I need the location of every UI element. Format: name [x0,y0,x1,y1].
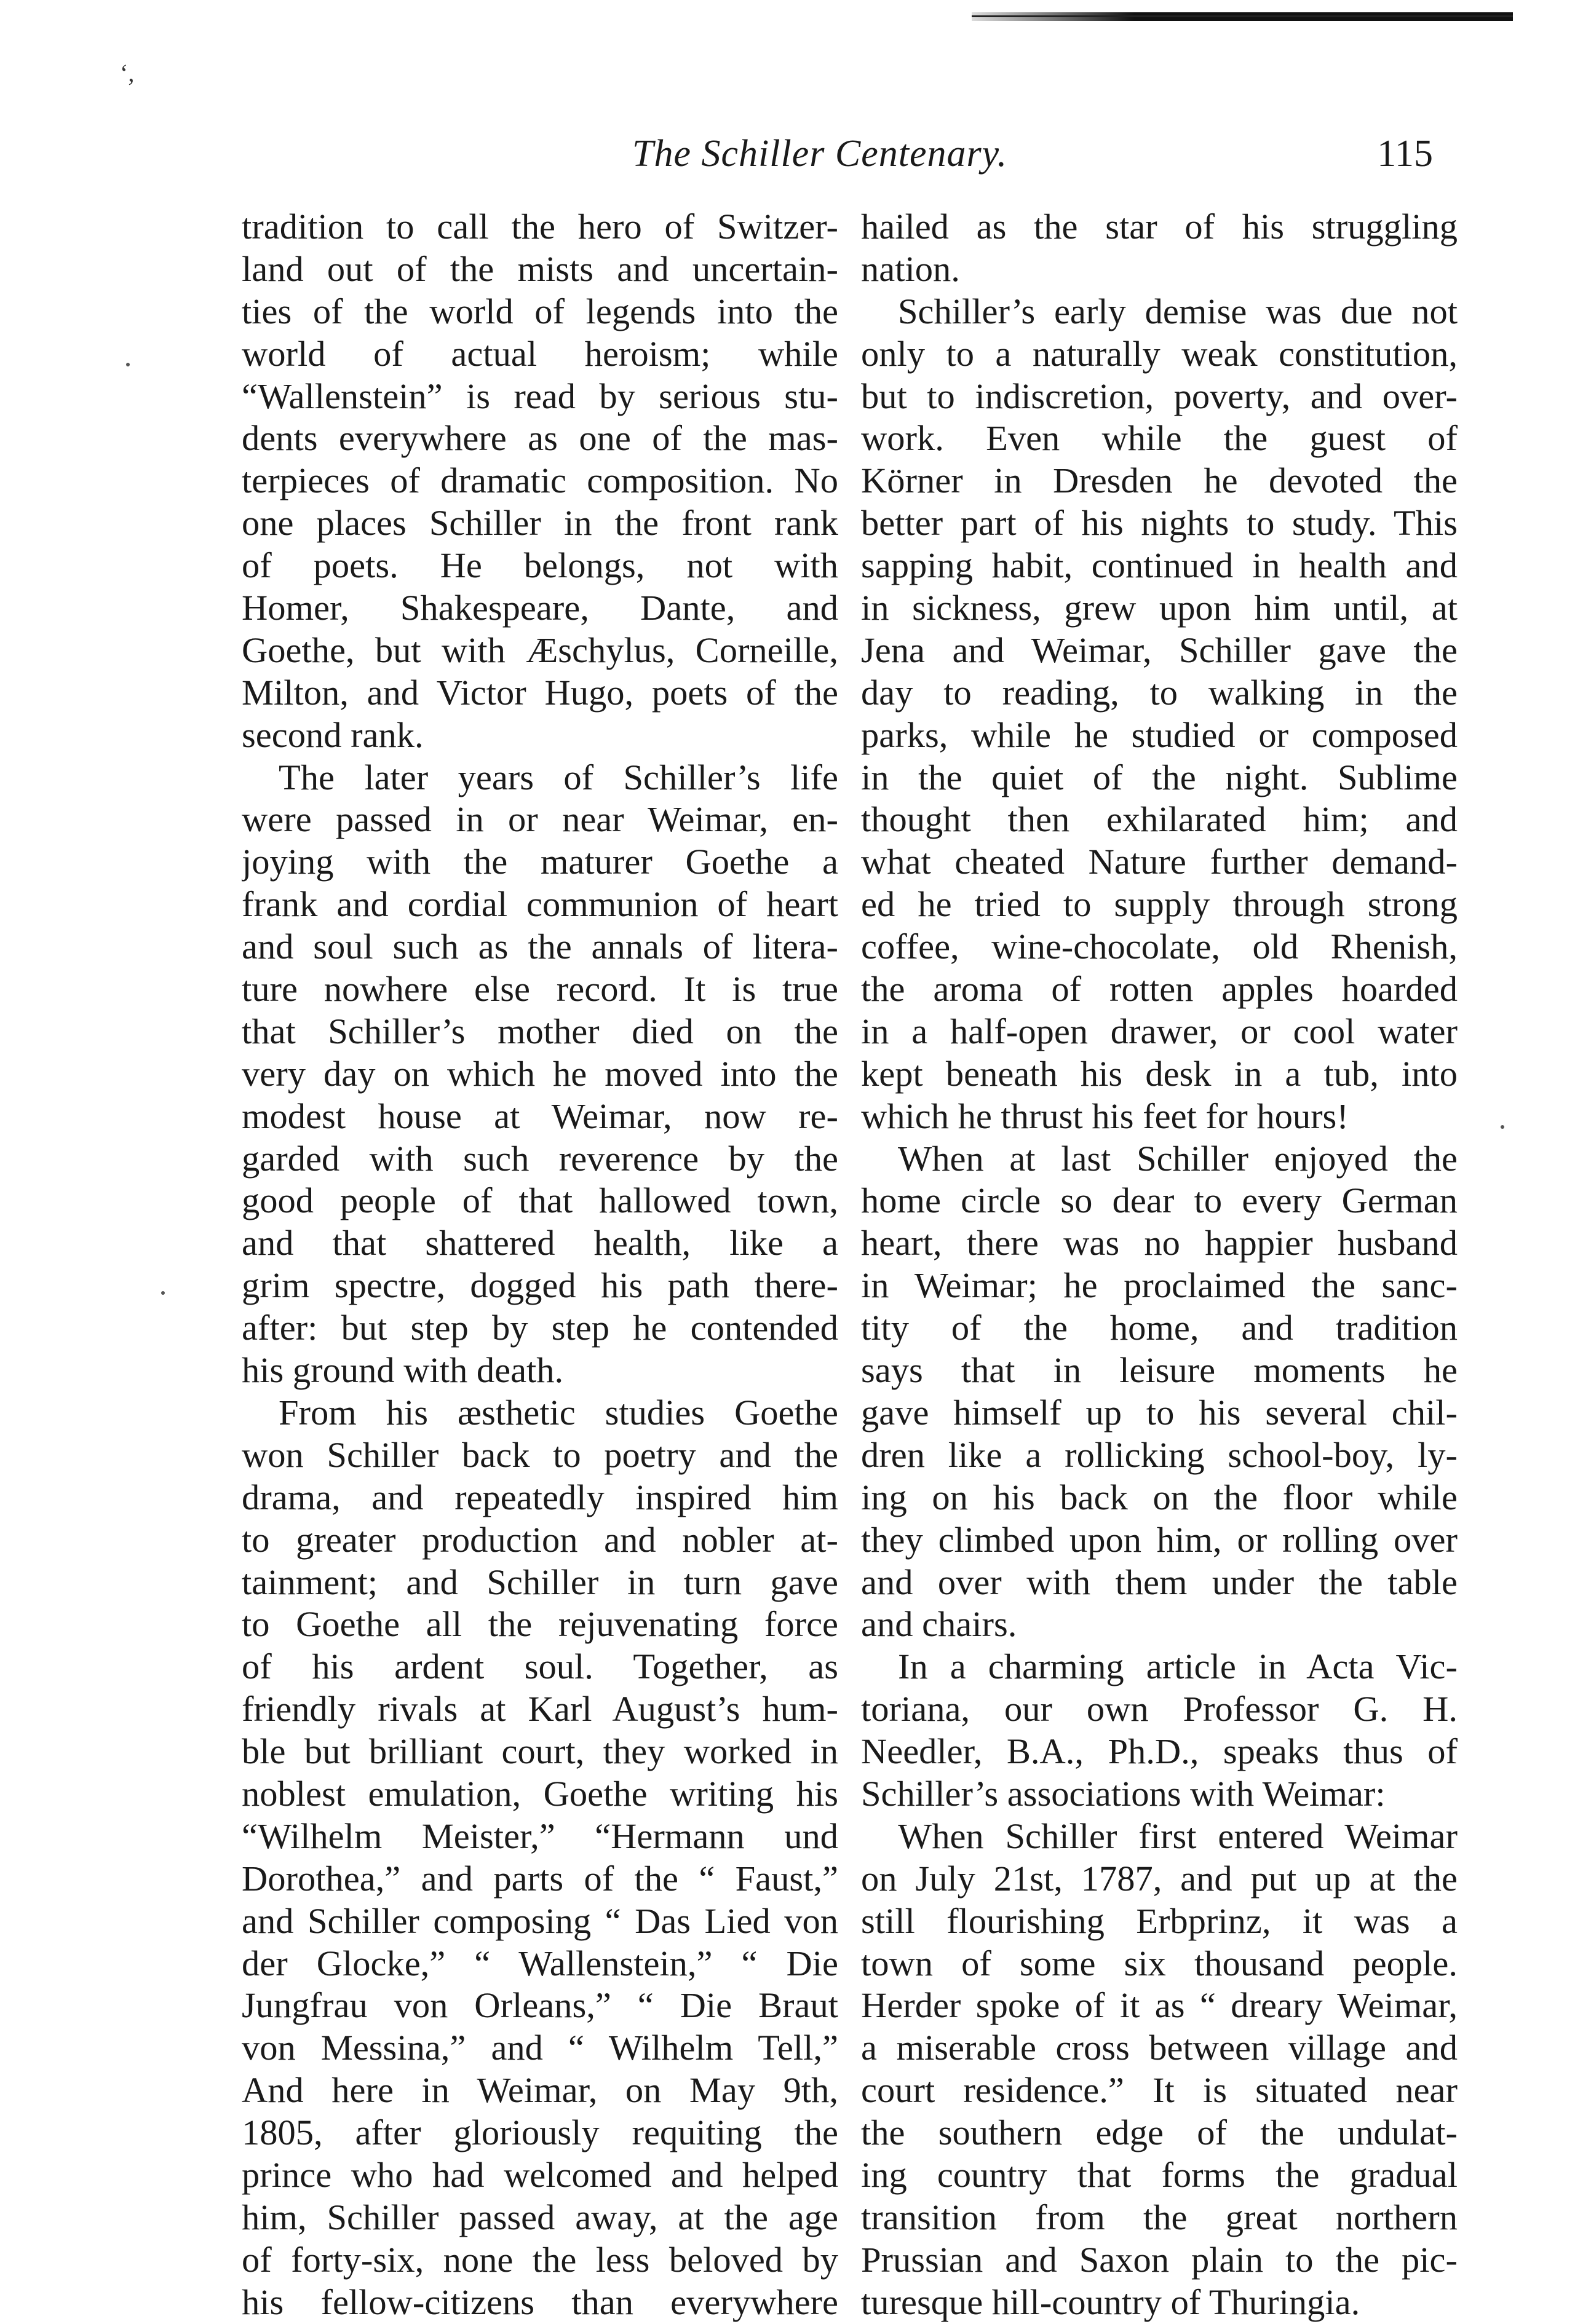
left-column-line: and Schiller composing “ Das Lied von [242,1900,838,1941]
left-column-line: friendly rivals at Karl August’s hum- [242,1689,838,1729]
right-column-line: ed he tried to supply through strong [861,884,1458,925]
page-number: 115 [1377,133,1433,175]
right-column-line: they climbed upon him, or rolling over [861,1519,1458,1560]
left-column-line: land out of the mists and uncertain- [242,248,838,289]
right-column-line: and chairs. [861,1604,1017,1645]
right-column-line: the southern edge of the undulat- [861,2113,1458,2153]
right-column-line: Herder spoke of it as “ dreary Weimar, [861,1985,1458,2026]
left-column-line: “Wallenstein” is read by serious stu- [242,376,838,416]
right-column-line: turesque hill-country of Thuringia. [861,2282,1360,2322]
right-column-line: Schiller’s early demise was due not [898,291,1458,331]
right-column-line: in Weimar; he proclaimed the sanc- [861,1265,1458,1306]
left-column-line: to greater production and nobler at- [242,1519,838,1560]
left-column-line: good people of that hallowed town, [242,1180,838,1221]
left-column-line: of forty-six, none the less beloved by [242,2239,838,2280]
right-column-line: Jena and Weimar, Schiller gave the [861,630,1458,670]
right-column-line: the aroma of rotten apples hoarded [861,969,1458,1010]
right-column-line: nation. [861,248,960,289]
left-column-line: 1805, after gloriously requiting the [242,2113,838,2153]
left-column-line: Dorothea,” and parts of the “ Faust,” [242,1858,838,1899]
left-column-line: of his ardent soul. Together, as [242,1646,838,1687]
left-column-line: Homer, Shakespeare, Dante, and [242,588,838,628]
right-column-line: but to indiscretion, poverty, and over- [861,376,1458,416]
left-column-line: one places Schiller in the front rank [242,503,838,543]
right-column-line: work. Even while the guest of [861,418,1458,459]
left-column-line: frank and cordial communion of heart [242,884,838,925]
left-column-line: of poets. He belongs, not with [242,545,838,586]
running-title: The Schiller Centenary. [632,133,1008,175]
left-column-line: very day on which he moved into the [242,1053,838,1094]
left-column-line: second rank. [242,714,424,755]
left-column-line: after: but step by step he contended [242,1308,838,1348]
right-column-line: court residence.” It is situated near [861,2070,1458,2111]
right-column-line: tity of the home, and tradition [861,1308,1458,1348]
left-column-line: der Glocke,” “ Wallenstein,” “ Die [242,1943,838,1983]
right-column-line: home circle so dear to every German [861,1180,1458,1221]
right-column-line: better part of his nights to study. This [861,503,1458,543]
left-column-line: And here in Weimar, on May 9th, [242,2070,838,2111]
left-column-line: ture nowhere else record. It is true [242,969,838,1010]
right-column-line: When Schiller first entered Weimar [898,1816,1458,1856]
left-column-line: his fellow-citizens than everywhere [242,2282,838,2322]
right-column-line: kept beneath his desk in a tub, into [861,1053,1458,1094]
left-column-line: grim spectre, dogged his path there- [242,1265,838,1306]
left-column-line: joying with the maturer Goethe a [242,842,838,882]
left-column-line: von Messina,” and “ Wilhelm Tell,” [242,2028,838,2068]
left-column-line: “Wilhelm Meister,” “Hermann und [242,1816,838,1856]
right-column-line: on July 21st, 1787, and put up at the [861,1858,1458,1899]
right-column-line: toriana, our own Professor G. H. [861,1689,1458,1729]
right-column-line: ing country that forms the gradual [861,2154,1458,2195]
left-column-line: that Schiller’s mother died on the [242,1011,838,1051]
right-column-line: heart, there was no happier husband [861,1223,1458,1263]
left-column-line: were passed in or near Weimar, en- [242,799,838,840]
right-column-line: a miserable cross between village and [861,2028,1458,2068]
right-column-line: Körner in Dresden he devoted the [861,460,1458,501]
left-column-line: garded with such reverence by the [242,1138,838,1179]
right-column [861,206,1458,2324]
right-column-line: coffee, wine-chocolate, old Rhenish, [861,927,1458,967]
left-column-line: tradition to call the hero of Switzer- [242,207,838,247]
right-column-line: still flourishing Erbprinz, it was a [861,1900,1458,1941]
running-head [0,132,1583,188]
left-column-line: modest house at Weimar, now re- [242,1096,838,1136]
margin-mark: ‘, [120,59,135,87]
left-column-line: Milton, and Victor Hugo, poets of the [242,672,838,713]
left-column [242,206,838,2324]
left-column-line: terpieces of dramatic composition. No [242,460,838,501]
right-column-line: in sickness, grew upon him until, at [861,588,1458,628]
left-column-line: dents everywhere as one of the mas- [242,418,838,459]
right-column-line: transition from the great northern [861,2197,1458,2237]
right-column-line: gave himself up to his several chil- [861,1392,1458,1433]
left-column-line: The later years of Schiller’s life [279,757,838,797]
right-column-line: and over with them under the table [861,1562,1458,1602]
left-column-line: his ground with death. [242,1350,564,1391]
print-speck [161,1291,165,1295]
right-column-line: In a charming article in Acta Vic- [898,1646,1458,1687]
right-column-line: says that in leisure moments he [861,1350,1458,1391]
right-column-line: day to reading, to walking in the [861,672,1458,713]
left-column-line: prince who had welcomed and helped [242,2154,838,2195]
right-column-line: in the quiet of the night. Sublime [861,757,1458,797]
print-speck [126,363,130,366]
right-column-line: thought then exhilarated him; and [861,799,1458,840]
right-column-line: sapping habit, continued in health and [861,545,1458,586]
print-speck [1501,1125,1504,1129]
right-column-line: what cheated Nature further demand- [861,842,1458,882]
left-column-line: ties of the world of legends into the [242,291,838,331]
left-column-line: noblest emulation, Goethe writing his [242,1773,838,1814]
right-column-line: which he thrust his feet for hours! [861,1096,1349,1136]
right-column-line: Prussian and Saxon plain to the pic- [861,2239,1458,2280]
left-column-line: to Goethe all the rejuvenating force [242,1604,838,1645]
left-column-line: world of actual heroism; while [242,333,838,374]
left-column-line: him, Schiller passed away, at the age [242,2197,838,2237]
right-column-line: town of some six thousand people. [861,1943,1458,1983]
top-rule [972,12,1513,21]
right-column-line: Schiller’s associations with Weimar: [861,1773,1386,1814]
right-column-line: dren like a rollicking school-boy, ly- [861,1434,1458,1475]
left-column-line: ble but brilliant court, they worked in [242,1731,838,1772]
left-column-line: From his æsthetic studies Goethe [279,1392,838,1433]
left-column-line: and soul such as the annals of litera- [242,927,838,967]
left-column-line: tainment; and Schiller in turn gave [242,1562,838,1602]
right-column-line: Needler, B.A., Ph.D., speaks thus of [861,1731,1458,1772]
right-column-line: ing on his back on the floor while [861,1477,1458,1517]
left-column-line: won Schiller back to poetry and the [242,1434,838,1475]
right-column-line: When at last Schiller enjoyed the [898,1138,1458,1179]
left-column-line: Goethe, but with Æschylus, Corneille, [242,630,838,670]
right-column-line: parks, while he studied or composed [861,714,1458,755]
left-column-line: and that shattered health, like a [242,1223,838,1263]
left-column-line: Jungfrau von Orleans,” “ Die Braut [242,1985,838,2026]
right-column-line: hailed as the star of his struggling [861,207,1458,247]
right-column-line: in a half-open drawer, or cool water [861,1011,1458,1051]
left-column-line: drama, and repeatedly inspired him [242,1477,838,1517]
right-column-line: only to a naturally weak constitution, [861,333,1458,374]
